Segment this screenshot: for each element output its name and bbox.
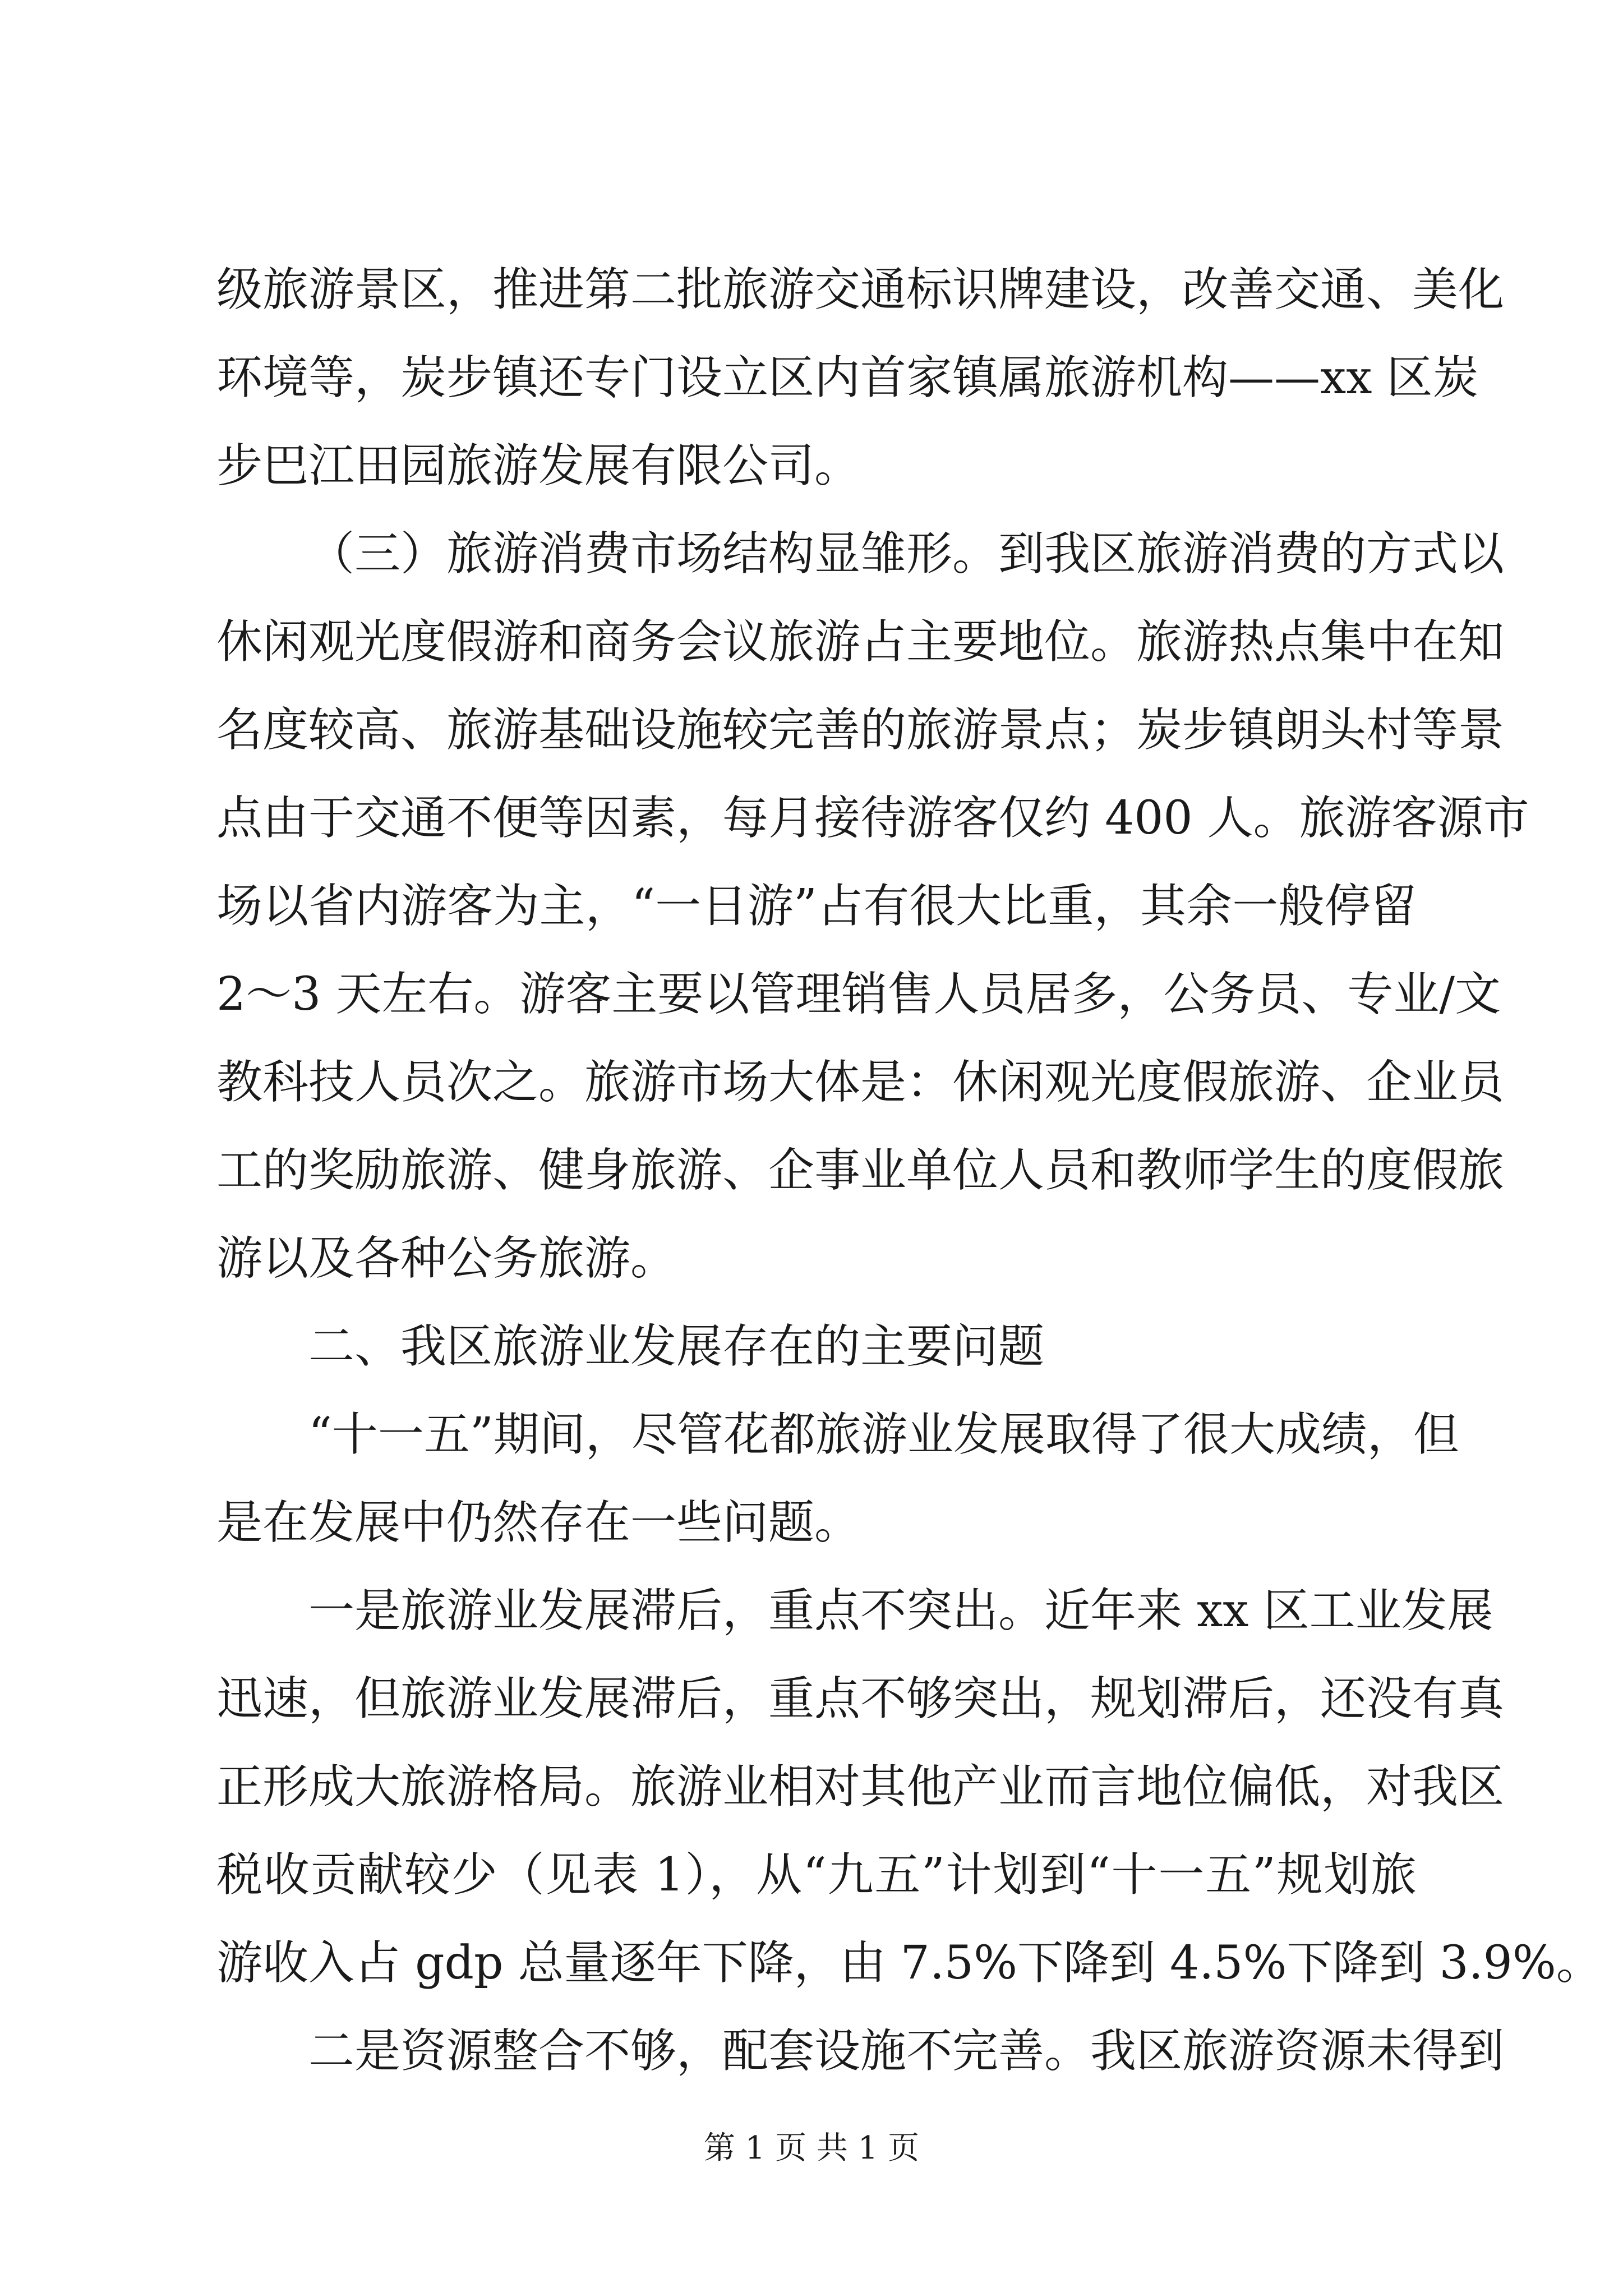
text-line: 步巴江田园旅游发展有限公司。 [216,439,861,493]
text-line: 工的奖励旅游、健身旅游、企事业单位人员和教师学生的度假旅 [216,1144,1505,1197]
page-number-footer: 第 1 页 共 1 页 [703,2130,920,2166]
text-line: 教科技人员次之。旅游市场大体是：休闲观光度假旅游、企业员 [216,1056,1505,1109]
section-heading: 二、我区旅游业发展存在的主要问题 [308,1320,1045,1373]
text-line: 名度较高、旅游基础设施较完善的旅游景点；炭步镇朗头村等景 [216,703,1505,757]
text-line: 正形成大旅游格局。旅游业相对其他产业而言地位偏低，对我区 [216,1760,1505,1814]
document-body [216,246,1602,2095]
text-line: 税收贡献较少（见表 1），从“九五”计划到“十一五”规划旅 [216,1848,1417,1902]
text-line: 环境等，炭步镇还专门设立区内首家镇属旅游机构——xx 区炭 [216,351,1479,404]
text-line: 二是资源整合不够，配套设施不完善。我区旅游资源未得到 [308,2024,1505,2078]
text-line: “十一五”期间，尽管花都旅游业发展取得了很大成绩，但 [308,1408,1459,1461]
text-line: 迅速，但旅游业发展滞后，重点不够突出，规划滞后，还没有真 [216,1672,1505,1726]
text-line: 点由于交通不便等因素，每月接待游客仅约 400 人。旅游客源市 [216,792,1529,845]
text-line: 游以及各种公务旅游。 [216,1232,677,1285]
text-line: 2～3 天左右。游客主要以管理销售人员居多，公务员、专业/文 [216,968,1501,1021]
text-line: 休闲观光度假游和商务会议旅游占主要地位。旅游热点集中在知 [216,615,1505,669]
text-line: 级旅游景区，推进第二批旅游交通标识牌建设，改善交通、美化 [216,263,1505,316]
paragraph-heading-line: （三）旅游消费市场结构显雏形。到我区旅游消费的方式以 [308,527,1505,581]
text-line: 场以省内游客为主，“一日游”占有很大比重，其余一般停留 [216,880,1417,933]
text-line: 是在发展中仍然存在一些问题。 [216,1496,861,1549]
text-line: 一是旅游业发展滞后，重点不突出。近年来 xx 区工业发展 [308,1584,1493,1637]
text-line: 游收入占 gdp 总量逐年下降，由 7.5%下降到 4.5%下降到 3.9%。 [216,1936,1602,1990]
